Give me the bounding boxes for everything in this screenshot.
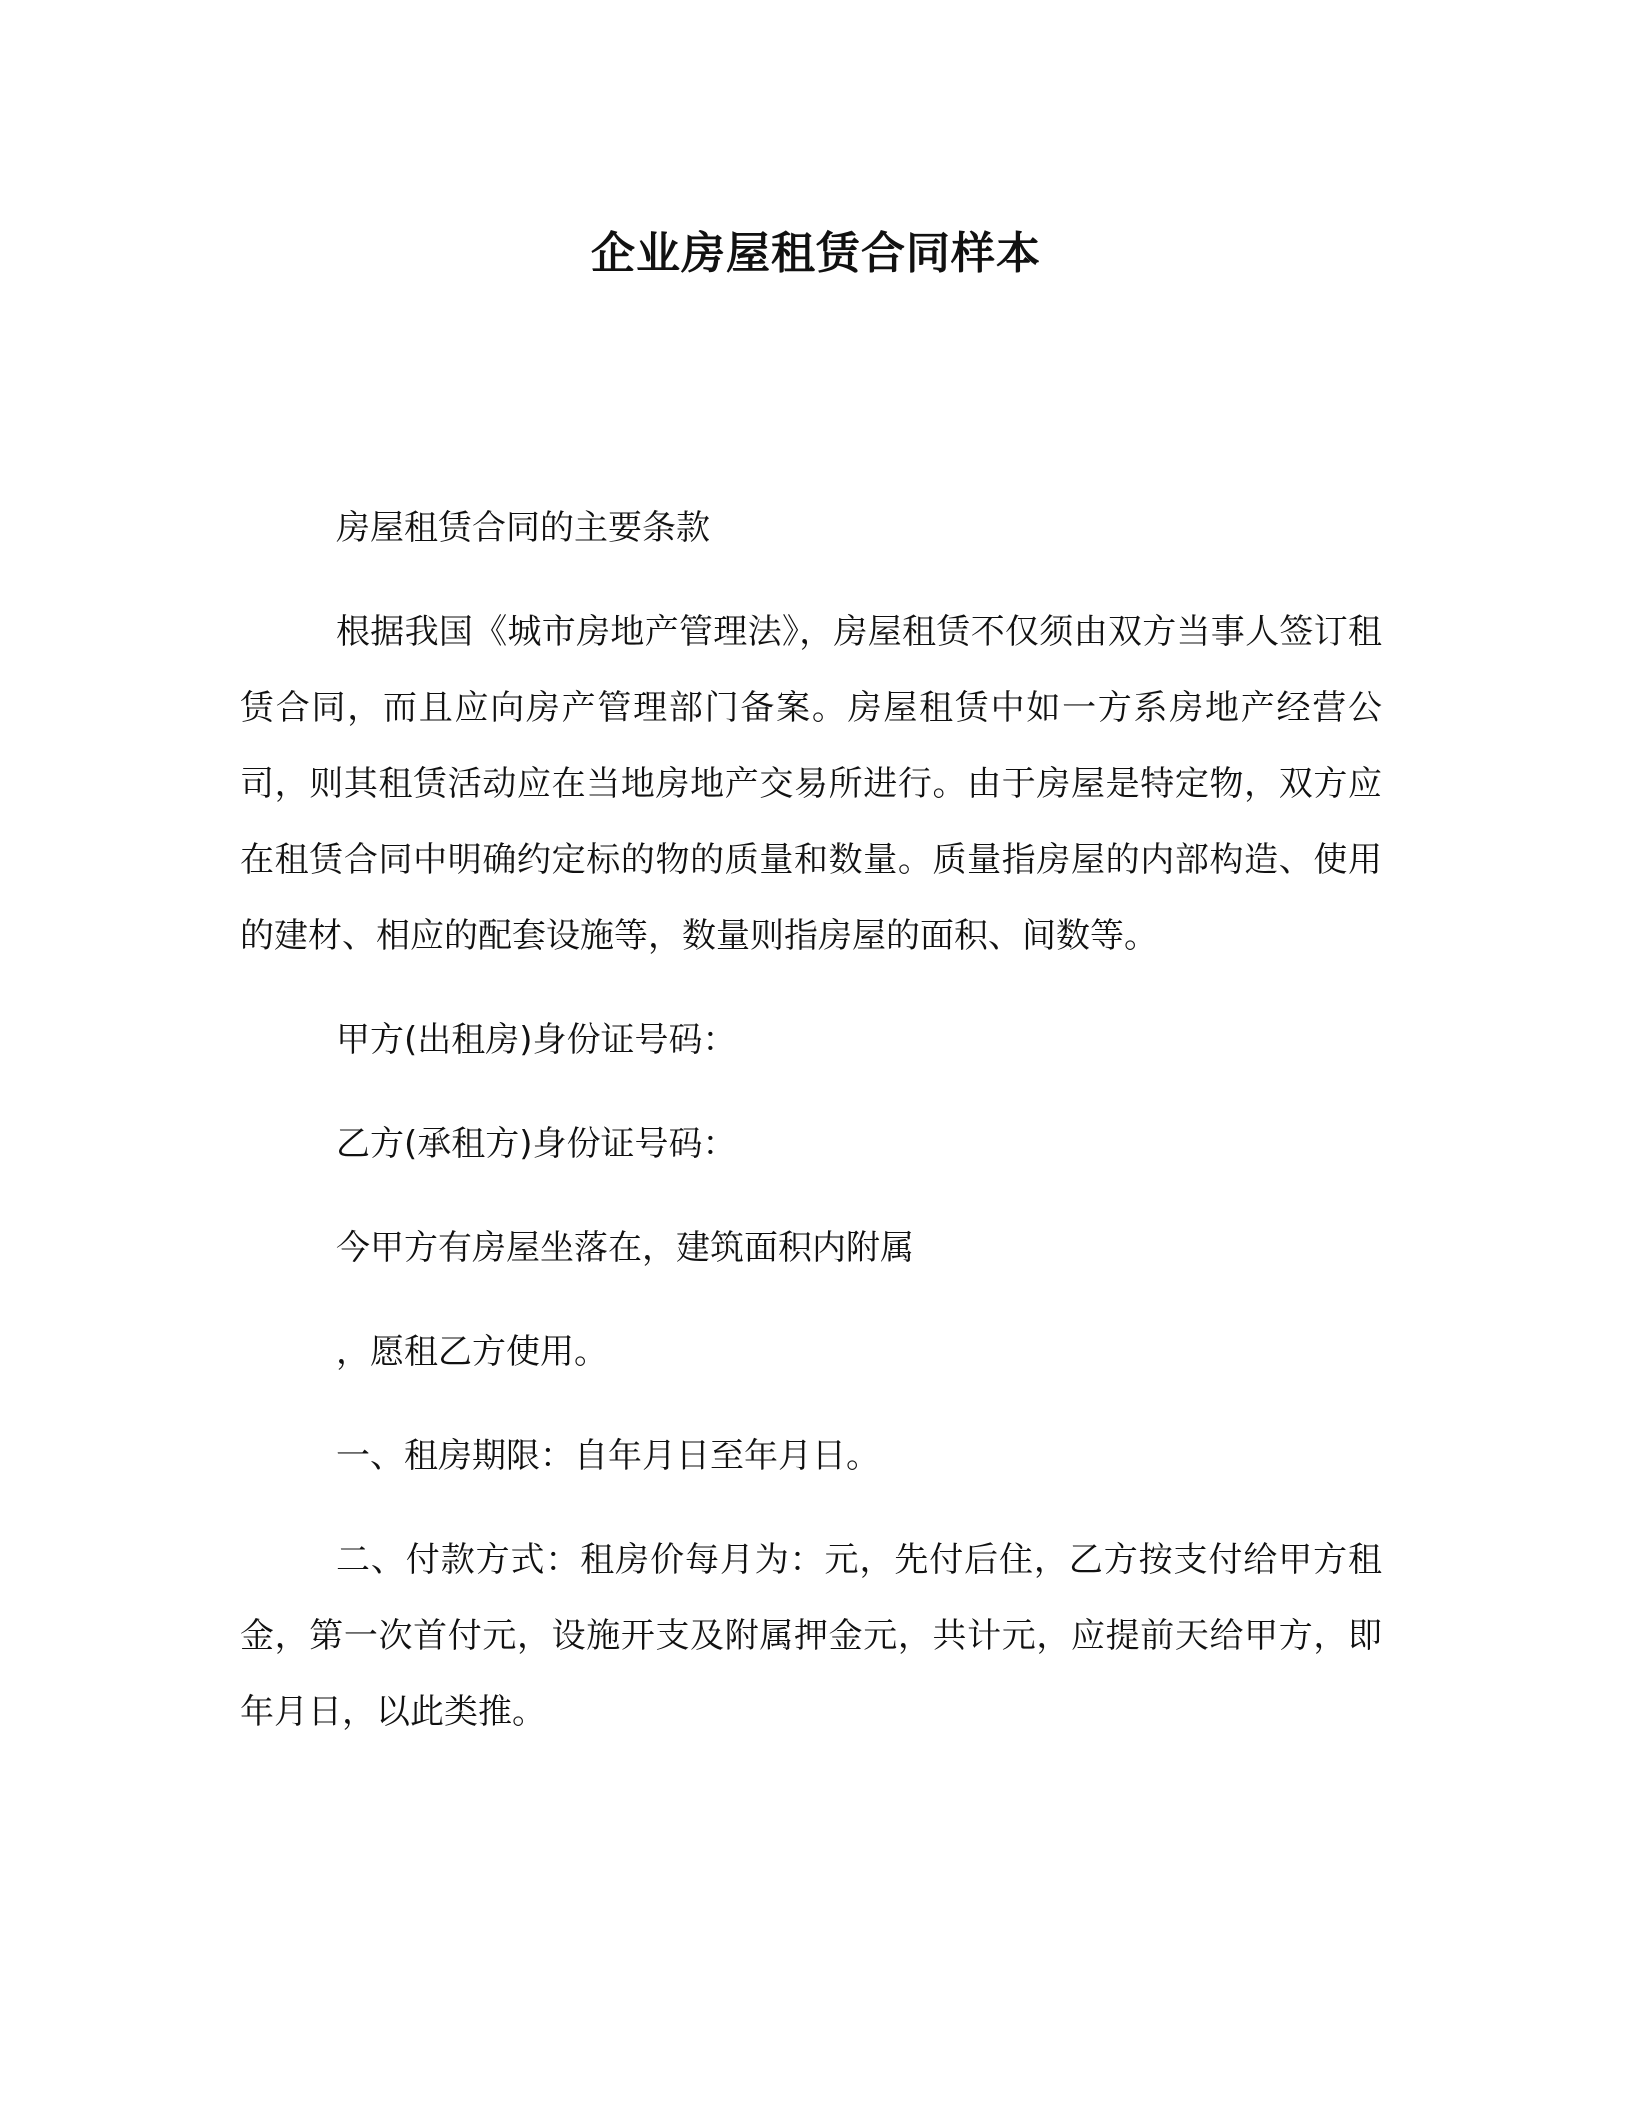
intro-paragraph: 根据我国《城市房地产管理法》，房屋租赁不仅须由双方当事人签订租赁合同，而且应向房产管理部门备案。房屋租赁中如一方系房地产经营公司，则其租赁活动应在当地房地产交易所进行。由于房屋是特定物，双方应在租赁合同中明确约定标的物的质量和数量。质量指房屋的内部构造、使用的建材、相应的配套设施等，数量则指房屋的面积、间数等。 <box>240 612 1382 956</box>
lease-term-clause: 一、租房期限：自年月日至年月日。 <box>336 1436 880 1476</box>
payment-clause: 二、付款方式：租房价每月为：元，先付后住，乙方按支付给甲方租金，第一次首付元，设施开支及附属押金元，共计元，应提前天给甲方，即年月日，以此类推。 <box>240 1540 1382 1732</box>
lessee-id-line: 乙方(承租方)身份证号码： <box>336 1124 737 1164</box>
section-heading: 房屋租赁合同的主要条款 <box>336 508 710 548</box>
rental-agreement-line: ，愿租乙方使用。 <box>336 1332 608 1372</box>
document-body <box>240 490 1382 1778</box>
lessor-id-line: 甲方(出租房)身份证号码： <box>336 1020 737 1060</box>
document-title: 企业房屋租赁合同样本 <box>591 228 1041 279</box>
property-location-line: 今甲方有房屋坐落在，建筑面积内附属 <box>336 1228 914 1268</box>
